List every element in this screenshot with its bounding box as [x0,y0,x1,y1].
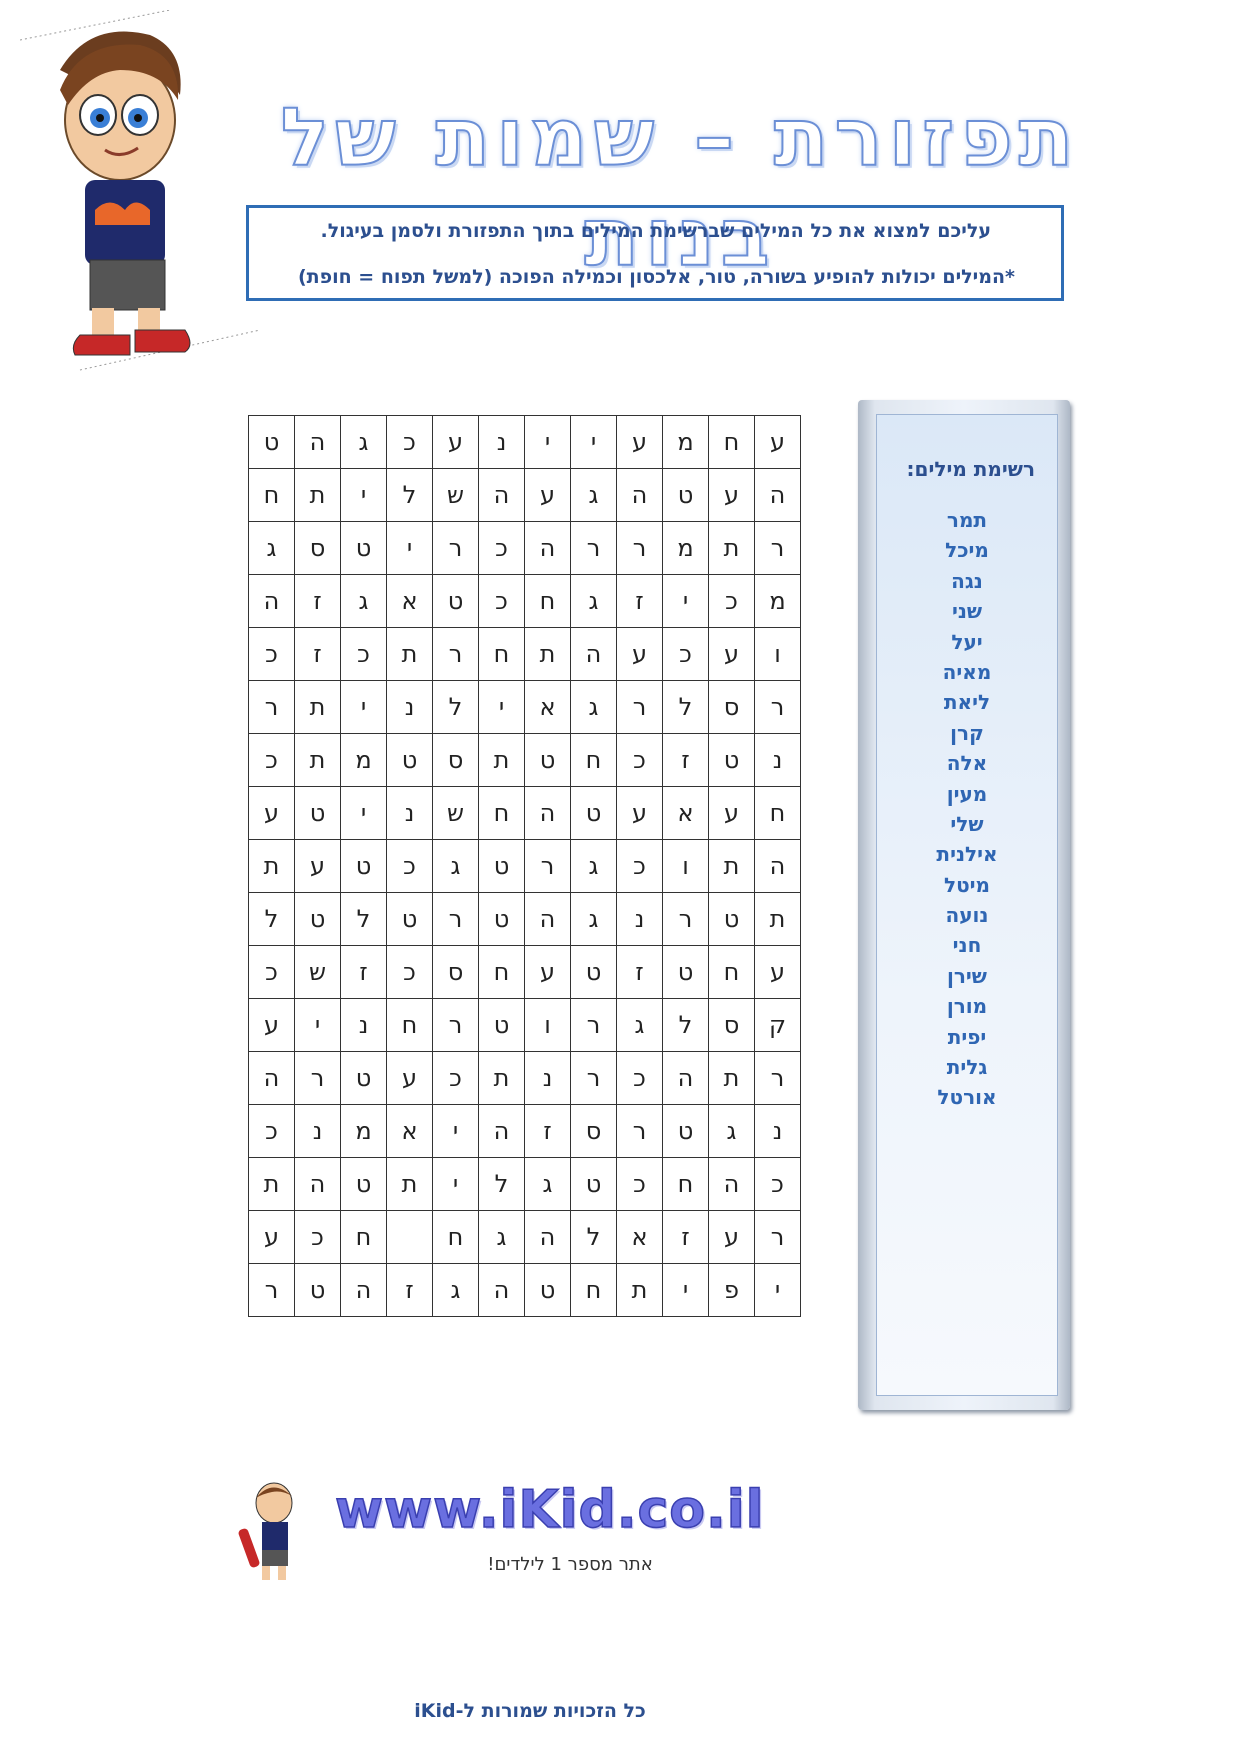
grid-cell: ח [525,575,571,628]
grid-cell: ע [525,469,571,522]
grid-cell: ה [755,840,801,893]
word-list-panel [858,400,1070,1410]
page-title: תפזורת – שמות של בנות [280,91,1080,284]
grid-cell: ה [525,893,571,946]
grid-cell: ט [387,893,433,946]
grid-cell: ה [525,1211,571,1264]
grid-cell: ר [571,999,617,1052]
grid-row [249,416,801,469]
grid-row [249,1158,801,1211]
grid-cell: ח [479,628,525,681]
grid-cell: ט [479,999,525,1052]
grid-cell: י [525,416,571,469]
grid-cell: כ [249,734,295,787]
grid-cell: ח [433,1211,479,1264]
grid-row [249,946,801,999]
grid-cell: כ [617,1158,663,1211]
grid-cell: ת [709,1052,755,1105]
grid-cell: ה [249,1052,295,1105]
grid-cell: ש [295,946,341,999]
grid-cell: כ [755,1158,801,1211]
grid-cell: ל [249,893,295,946]
word-list-item: מיטל [943,872,991,897]
grid-cell: ת [709,840,755,893]
grid-cell: ט [571,1158,617,1211]
grid-cell: ז [663,734,709,787]
grid-cell: ס [571,1105,617,1158]
grid-cell: ט [663,1105,709,1158]
grid-cell: ח [341,1211,387,1264]
grid-cell: ל [663,681,709,734]
word-list-title: רשימת מילים: [906,457,1035,481]
grid-cell: ה [617,469,663,522]
grid-cell: ה [525,522,571,575]
grid-cell: ג [249,522,295,575]
grid-cell: ג [525,1158,571,1211]
word-list-item: נועה [945,903,989,928]
grid-cell: נ [755,1105,801,1158]
grid-cell: י [433,1105,479,1158]
grid-cell: כ [433,1052,479,1105]
instruction-line-1: עליכם למצוא את כל המילים שברשימת המילים בתוך התפזורת ולסמן בעיגול. [320,220,991,242]
grid-cell: י [341,681,387,734]
grid-cell: ע [249,999,295,1052]
grid-cell: מ [755,575,801,628]
grid-cell: א [387,1105,433,1158]
word-list-item: שני [951,599,983,624]
grid-cell: א [525,681,571,734]
grid-cell: ל [341,893,387,946]
grid-cell: כ [295,1211,341,1264]
grid-cell: ל [387,469,433,522]
grid-cell: י [755,1264,801,1317]
grid-cell: ס [433,946,479,999]
grid-cell: ח [709,416,755,469]
skateboard-kid-logo-icon [232,1478,312,1588]
grid-cell: ט [525,1264,571,1317]
copyright-notice: כל הזכויות שמורות ל-iKid [414,1700,646,1722]
grid-cell: ז [663,1211,709,1264]
grid-cell: ת [295,681,341,734]
grid-cell: ח [249,469,295,522]
grid-cell: ח [387,999,433,1052]
grid-cell: ת [525,628,571,681]
grid-cell: מ [663,416,709,469]
grid-cell: ג [341,416,387,469]
grid-row [249,628,801,681]
grid-cell: ר [663,893,709,946]
grid-cell: ר [755,522,801,575]
grid-cell: ע [249,1211,295,1264]
grid-cell: ה [709,1158,755,1211]
grid-cell: כ [387,946,433,999]
grid-cell: ה [571,628,617,681]
word-list-item: גלית [946,1055,988,1080]
word-search-grid [248,415,801,1317]
grid-cell: ג [709,1105,755,1158]
word-list-item: יפית [947,1024,987,1049]
grid-cell: כ [249,946,295,999]
grid-cell: י [663,1264,709,1317]
grid-cell: ה [755,469,801,522]
grid-cell: ס [709,999,755,1052]
grid-cell: ע [709,1211,755,1264]
grid-cell: ח [709,946,755,999]
grid-row [249,734,801,787]
word-list [877,505,1057,1113]
word-list-item: שירן [947,963,987,988]
grid-cell: ח [479,787,525,840]
grid-cell: ט [341,840,387,893]
grid-cell: ר [295,1052,341,1105]
grid-cell: ר [433,999,479,1052]
word-list-item: חני [952,933,982,958]
word-list-item: יעל [951,629,983,654]
grid-cell: ת [387,1158,433,1211]
grid-cell: ל [663,999,709,1052]
word-list-item: נגה [951,568,983,593]
grid-cell: ל [479,1158,525,1211]
grid-cell: ר [617,1105,663,1158]
grid-cell: ת [387,628,433,681]
grid-cell: ט [433,575,479,628]
word-list-panel-inner [876,414,1058,1396]
grid-row [249,999,801,1052]
grid-cell: ק [755,999,801,1052]
grid-cell: ח [663,1158,709,1211]
word-list-item: מאיה [942,659,992,684]
grid-cell: ג [479,1211,525,1264]
grid-cell: ס [709,681,755,734]
grid-cell: ת [617,1264,663,1317]
grid-cell [387,1211,433,1264]
grid-cell: ע [387,1052,433,1105]
instruction-line-2: *המילים יכולות להופיע בשורה, טור, אלכסון וכמילה הפוכה (למשל תפוח = חופת) [297,266,1015,288]
grid-cell: ג [571,575,617,628]
word-list-item: מעין [946,781,988,806]
grid-cell: מ [341,734,387,787]
grid-cell: נ [341,999,387,1052]
grid-cell: כ [709,575,755,628]
grid-cell: ט [341,1158,387,1211]
grid-cell: ת [479,734,525,787]
grid-row [249,575,801,628]
grid-cell: ת [295,734,341,787]
grid-cell: ט [341,522,387,575]
grid-cell: ח [479,946,525,999]
grid-cell: ע [709,787,755,840]
grid-cell: ר [571,1052,617,1105]
grid-cell: ר [433,628,479,681]
grid-cell: נ [525,1052,571,1105]
grid-cell: ה [479,1264,525,1317]
grid-cell: ג [571,893,617,946]
grid-cell: נ [387,681,433,734]
grid-cell: ג [571,681,617,734]
grid-cell: ר [755,681,801,734]
grid-cell: י [663,575,709,628]
grid-cell: ז [341,946,387,999]
grid-cell: ו [755,628,801,681]
grid-cell: נ [387,787,433,840]
grid-cell: כ [387,416,433,469]
grid-cell: ז [617,946,663,999]
grid-cell: ז [525,1105,571,1158]
grid-cell: ו [525,999,571,1052]
grid-row [249,787,801,840]
grid-cell: ר [571,522,617,575]
grid-cell: ע [709,469,755,522]
grid-cell: ה [479,1105,525,1158]
grid-cell: ר [249,1264,295,1317]
grid-cell: ג [433,840,479,893]
grid-cell: נ [617,893,663,946]
grid-row [249,1211,801,1264]
grid-cell: י [341,469,387,522]
grid-cell: י [571,416,617,469]
ikid-tagline: אתר מספר 1 לילדים! [487,1554,653,1575]
grid-cell: ג [617,999,663,1052]
grid-cell: ז [295,575,341,628]
grid-cell: כ [479,522,525,575]
grid-cell: ת [249,840,295,893]
grid-cell: נ [295,1105,341,1158]
grid-cell: ט [571,946,617,999]
word-list-item: תמר [946,508,988,532]
grid-cell: ר [617,522,663,575]
grid-cell: ר [755,1052,801,1105]
grid-cell: ה [249,575,295,628]
grid-cell: ט [571,787,617,840]
grid-cell: א [617,1211,663,1264]
grid-cell: ר [525,840,571,893]
grid-cell: ג [341,575,387,628]
grid-cell: ל [433,681,479,734]
grid-cell: ח [571,1264,617,1317]
grid-cell: ט [663,469,709,522]
grid-cell: ע [617,787,663,840]
word-list-item: אלה [946,751,988,776]
grid-cell: י [479,681,525,734]
grid-cell: ג [571,469,617,522]
grid-row [249,469,801,522]
grid-cell: ו [663,840,709,893]
grid-cell: ג [571,840,617,893]
grid-cell: ת [755,893,801,946]
word-list-item: אורטל [937,1085,997,1110]
grid-cell: ט [709,734,755,787]
word-list-item: אילנית [936,842,998,867]
grid-cell: מ [663,522,709,575]
grid-cell: א [663,787,709,840]
grid-cell: ה [295,416,341,469]
grid-cell: כ [617,734,663,787]
grid-cell: ט [479,840,525,893]
grid-cell: כ [249,628,295,681]
grid-cell: כ [387,840,433,893]
grid-cell: ע [617,628,663,681]
grid-cell: נ [755,734,801,787]
grid-cell: ה [295,1158,341,1211]
word-list-item: מורן [946,994,988,1019]
word-list-item: קרן [950,720,984,745]
word-list-item: ליאת [943,690,991,715]
grid-cell: כ [617,840,663,893]
grid-cell: ת [709,522,755,575]
grid-cell: ה [479,469,525,522]
grid-cell: ר [249,681,295,734]
grid-cell: ס [433,734,479,787]
ikid-logo-text: www.iKid.co.il [335,1480,765,1540]
grid-cell: ר [433,893,479,946]
grid-cell: ה [663,1052,709,1105]
grid-row [249,681,801,734]
grid-cell: ר [755,1211,801,1264]
grid-cell: פ [709,1264,755,1317]
grid-cell: ז [617,575,663,628]
grid-cell: ט [387,734,433,787]
grid-cell: א [387,575,433,628]
grid-cell: ג [433,1264,479,1317]
grid-cell: ה [525,787,571,840]
grid-cell: ש [433,469,479,522]
grid-cell: כ [249,1105,295,1158]
grid-cell: ט [709,893,755,946]
grid-cell: ט [525,734,571,787]
grid-row [249,1052,801,1105]
grid-cell: ע [249,787,295,840]
grid-row [249,840,801,893]
grid-row [249,893,801,946]
grid-cell: ע [295,840,341,893]
grid-cell: ע [755,416,801,469]
grid-row [249,522,801,575]
word-list-item: שלי [950,811,984,836]
grid-cell: י [433,1158,479,1211]
grid-cell: ת [295,469,341,522]
grid-cell: נ [479,416,525,469]
grid-cell: ס [295,522,341,575]
grid-cell: ט [663,946,709,999]
grid-cell: ע [525,946,571,999]
grid-cell: ש [433,787,479,840]
grid-cell: מ [341,1105,387,1158]
grid-cell: ה [341,1264,387,1317]
grid-cell: כ [479,575,525,628]
grid-cell: ר [433,522,479,575]
grid-cell: י [295,999,341,1052]
grid-row [249,1264,801,1317]
grid-cell: ת [479,1052,525,1105]
grid-cell: ע [617,416,663,469]
grid-cell: ר [617,681,663,734]
grid-cell: ט [249,416,295,469]
grid-cell: כ [663,628,709,681]
grid-cell: ע [433,416,479,469]
grid-row [249,1105,801,1158]
word-list-item: מיכל [945,538,989,563]
cartoon-boy-illustration [20,10,260,380]
grid-cell: כ [617,1052,663,1105]
grid-cell: ח [755,787,801,840]
instructions-box [246,205,1064,301]
grid-cell: ז [295,628,341,681]
grid-cell: ע [755,946,801,999]
grid-cell: כ [341,628,387,681]
grid-cell: ע [709,628,755,681]
grid-cell: ט [479,893,525,946]
grid-cell: ט [295,1264,341,1317]
grid-cell: ח [571,734,617,787]
grid-cell: ט [341,1052,387,1105]
grid-cell: ל [571,1211,617,1264]
grid-cell: י [341,787,387,840]
grid-cell: ט [295,787,341,840]
grid-cell: ז [387,1264,433,1317]
grid-cell: ט [295,893,341,946]
grid-cell: י [387,522,433,575]
grid-cell: ת [249,1158,295,1211]
